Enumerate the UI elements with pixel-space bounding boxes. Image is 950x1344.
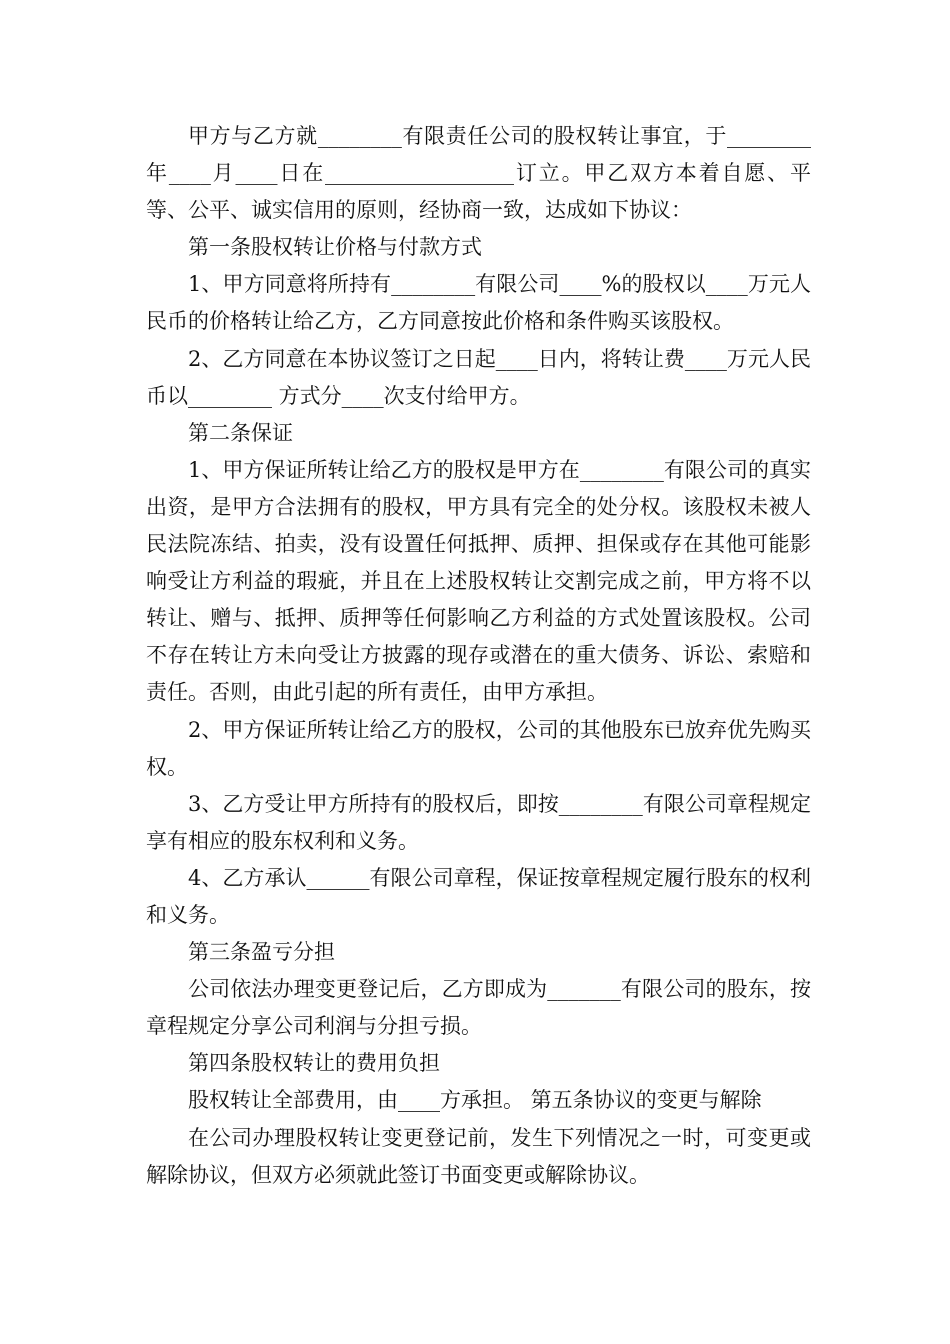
paragraph-5-1: 在公司办理股权转让变更登记前，发生下列情况之一时，可变更或解除协议，但双方必须就此签订书面变更或解除协议。 (146, 1125, 811, 1187)
paragraph-2-2: 2、甲方保证所转让给乙方的股权，公司的其他股东已放弃优先购买权。 (146, 717, 811, 779)
paragraph-4-1: 股权转让全部费用，由____方承担。 第五条协议的变更与解除 (188, 1088, 762, 1113)
paragraph-2-1: 1、甲方保证所转让给乙方的股权是甲方在________有限公司的真实出资，是甲方合法拥有的股权，甲方具有完全的处分权。该股权未被人民法院冻结、拍卖，没有设置任何抵押、质押、担保或存在其他可能影响受让方利益的瑕疵，并且在上述股权转让交割完成之前，甲方将不以转让、赠与、抵押、质押等任何影响乙方利益的方式处置该股权。公司不存在转让方未向受让方披露的现存或潜在的重大债务、诉讼、索赔和责任。否则，由此引起的所有责任，由甲方承担。 (146, 457, 811, 705)
paragraph-2-3: 3、乙方受让甲方所持有的股权后，即按________有限公司章程规定享有相应的股东权利和义务。 (146, 791, 811, 853)
paragraph-2-4: 4、乙方承认______有限公司章程，保证按章程规定履行股东的权利和义务。 (146, 865, 811, 927)
heading-article-2: 第二条保证 (188, 420, 293, 445)
heading-article-1: 第一条股权转让价格与付款方式 (188, 235, 482, 260)
paragraph-1-1: 1、甲方同意将所持有________有限公司____%的股权以____万元人民币的价格转让给乙方，乙方同意按此价格和条件购买该股权。 (146, 272, 811, 334)
heading-article-3: 第三条盈亏分担 (188, 940, 335, 965)
paragraph-preamble: 甲方与乙方就________有限责任公司的股权转让事宜，于________年____月____日在__________________订立。甲乙双方本着自愿、平等、公平、诚实信用的原则，经协商一致，达成如下协议： (146, 124, 811, 223)
paragraph-3-1: 公司依法办理变更登记后，乙方即成为_______有限公司的股东，按章程规定分享公司利润与分担亏损。 (146, 977, 811, 1039)
paragraph-1-2: 2、乙方同意在本协议签订之日起____日内，将转让费____万元人民币以________ 方式分____次支付给甲方。 (146, 346, 811, 408)
document-page (146, 118, 811, 1194)
heading-article-4: 第四条股权转让的费用负担 (188, 1051, 440, 1076)
